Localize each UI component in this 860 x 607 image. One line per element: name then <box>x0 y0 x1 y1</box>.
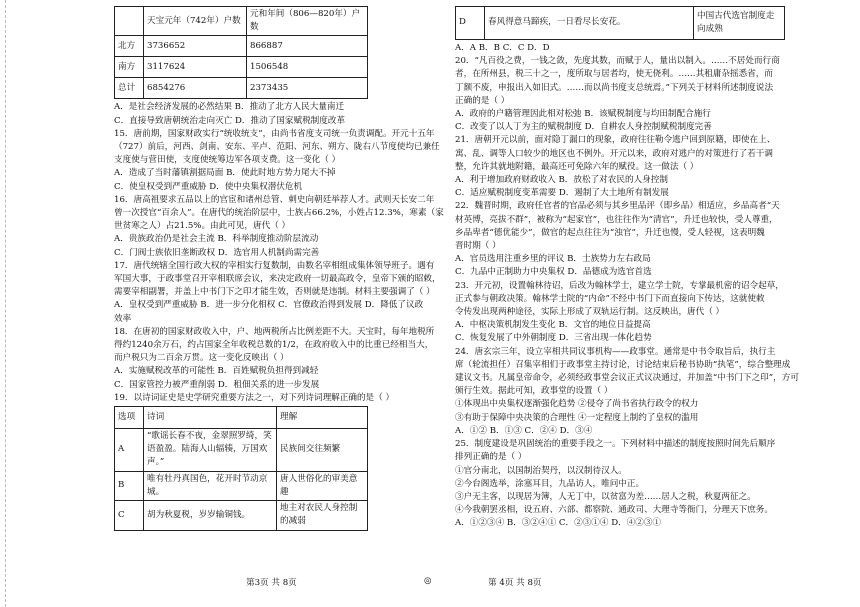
table-cell: 1506548 <box>247 57 368 78</box>
table-cell: 866887 <box>247 36 368 57</box>
text-line: ②今台阁选举，涂塞耳目，九品访人，唯问中正。 <box>455 478 645 489</box>
text-line: 曾一次授官“百余人”。在唐代的统治阶层中，士族占66.2%，小姓占12.3%，寒素（家 <box>114 208 444 219</box>
binding-margin-rule <box>5 0 7 607</box>
text-line: 21．唐朝开元以前，面对隐丁漏口的现象，政府往往勒令逃户回到原籍，即使在上、 <box>455 135 776 146</box>
poem-options-table <box>114 406 368 530</box>
text-line: 17．唐代统辖全国行政大权的宰相实行复数制，由数名宰相组成集体领导班子。遇有 <box>114 260 435 271</box>
text-line: C．改变了以人丁为主的赋税制度 D．自耕农人身控制赋税制度完善 <box>455 122 712 133</box>
table-row <box>115 57 368 78</box>
text-line: 颁行生效。据此可知，政事堂的设置（ ） <box>455 386 613 397</box>
text-line: ③有助于保障中央决策的合理性 ④一定程度上制约了皇权的滥用 <box>455 412 699 423</box>
text-line: A．官员选用注重乡里的评议 B．士族势力左右政局 <box>455 254 651 265</box>
text-line: ①官分南北，以国制治契丹，以汉制待汉人。 <box>455 465 627 476</box>
text-line: C．使皇权受到严重威胁 D．使中央集权潜伏危机 <box>114 181 303 192</box>
table-header-cell: 天宝元年（742年）户数 <box>144 7 247 36</box>
table-header-row <box>115 7 368 36</box>
table-header-cell <box>115 7 144 36</box>
text-line: C．国家管控力被严重削弱 D．租佃关系的进一步发展 <box>114 379 320 390</box>
text-line: 23．开元初，设置翰林待诏，后改为翰林学士，建立学士院，专掌最机密的诏令起草， <box>455 280 784 291</box>
table-cell: 北方 <box>115 36 144 57</box>
table-cell: A <box>115 429 144 472</box>
right-page <box>455 6 799 531</box>
table-cell: 唐人世俗化的审美意趣 <box>277 471 368 500</box>
text-line: 建议文书。凡属皇帝命令，必须经政事堂会议正式议决通过，并加盖“中书门下之印”，方可 <box>455 373 799 384</box>
poem-option-d-table <box>455 6 785 40</box>
table-header-cell: 理解 <box>277 407 368 429</box>
text-line: （727）前后，河西、剑南、安东、平卢、范阳、河东、朔方、陇右八节度使均已兼任 <box>114 142 440 153</box>
text-line: 军国大事，于政事堂召开宰相联席会议，来决定政府一切最高政令，皇帝下颁的昭敕， <box>114 274 441 285</box>
text-line: 15．唐前期，国家财政实行“统收统支”，由尚书省度支司统一负责调配。开元十五年 <box>114 128 435 139</box>
text-line: C．恢复发展了中外朝制度 D．三省出现一体化趋势 <box>455 333 652 344</box>
text-line: A．是社会经济发展的必然结果 B．推动了北方人民大量南迁 <box>114 102 345 113</box>
table-cell: B <box>115 471 144 500</box>
household-table <box>114 6 368 99</box>
text-line: ③户无主客，以现居为簿，人无丁中，以贫富为差……居人之税，秋夏两征之。 <box>455 491 756 502</box>
text-line: 得约1240余万石，约占国家全年收税总数的1/2，在政府收入中的比重已经相当大， <box>114 340 434 351</box>
text-line: 24．唐玄宗三年，设立宰相共同议事机构——政事堂。通常是中书令取旨后，执行主 <box>455 346 776 357</box>
text-line: 席（轮流担任）召集宰相们于政事堂主持讨论，讨论结束后秘书协助“执笔”，综合整理成 <box>455 359 791 370</box>
text-line: 效率 <box>114 313 132 324</box>
table-cell: 2373435 <box>247 78 368 99</box>
table-header-cell: 元和年间（806—820年）户数 <box>247 7 368 36</box>
text-line: A．贵族政治仍是社会主流 B．科举制度推动阶层流动 <box>114 234 319 245</box>
text-line: C．门阀士族依旧垄断政权 D．选官用人机制尚需完善 <box>114 247 320 258</box>
text-line: 25．制度建设是巩固统治的重要手段之一。下列材料中描述的制度按照时间先后顺序 <box>455 439 776 450</box>
table-row <box>115 78 368 99</box>
table-cell: 中国古代选官制度走向成熟 <box>694 7 785 40</box>
text-line: C．适应赋税制度变革需要 D．遏制了大土地所有制发展 <box>455 188 669 199</box>
table-cell: 唯有牡丹真国色，花开时节动京城。 <box>144 471 277 500</box>
table-row <box>115 429 368 472</box>
table-row <box>115 36 368 57</box>
table-header-cell: 选项 <box>115 407 144 429</box>
text-line: A．造成了当时藩镇割据局面 B．使此时地方势力尾大不掉 <box>114 168 336 179</box>
text-line: 晋时期（ ） <box>455 241 501 252</box>
text-line: 乡品卑者“德优能少”，做官的起点往往为“浊官”，升迁也慢，受人轻视，这表明魏 <box>455 227 765 238</box>
text-line: C．九品中正制助力中央集权 D．品德成为选官首选 <box>455 267 652 278</box>
text-line: 22．魏晋时期，政府任官者的官品必须与其乡里品评（即乡品）相适应，乡品高者“天 <box>455 201 780 212</box>
left-page-footer: 第3页 共 8页 <box>246 578 297 588</box>
text-line: 世贫寒之人）占21.5%。由此可见，唐代（ ） <box>114 221 291 232</box>
text-line: 整，允许其就地附籍，最高还可免除六年的赋役。这一做法（ ） <box>455 161 699 172</box>
right-page-footer: 第 4页 共 8页 <box>488 578 542 588</box>
table-cell: 3736652 <box>144 36 247 57</box>
text-line: 排列正确的是（ ） <box>455 452 527 463</box>
table-header-cell: 诗词 <box>144 407 277 429</box>
table-cell: 总计 <box>115 78 144 99</box>
text-line: A．政府的户籍管理因此相对松弛 B．该赋税制度与均田制配合施行 <box>455 109 711 120</box>
text-line: A．皇权受到严重威胁 B．进一步分化相权 C．官僚政治得到发展 D．降低了议政 <box>114 300 424 311</box>
table-cell: 3117624 <box>144 57 247 78</box>
text-line: 18．在唐初的国家财政收入中，户、地两税所占比例差距不大。天宝时，每年地税所 <box>114 326 435 337</box>
left-page <box>114 6 444 531</box>
table-cell: 6854276 <box>144 78 247 99</box>
table-row <box>456 7 785 40</box>
text-line: 需要宰相副署，并盖上中书门下之印才能生效，否则就是违制。材料主要强调了（ ） <box>114 287 435 298</box>
text-line: ④今我朝罢丞相，设五府、六部、都察院、通政司、大理寺等衙门，分理天下庶务。 <box>455 505 773 516</box>
table-cell: 地主对农民人身控制的减弱 <box>277 501 368 530</box>
text-line: 20．“凡百役之费，一钱之敛，先度其数，而赋于人，量出以制入。……不居处而行商 <box>455 56 780 67</box>
text-line: 正确的是（ ） <box>455 95 510 106</box>
text-line: 令传发出现两种途径，实际上形成了双轨运行制。这反映出，唐代（ ） <box>455 307 725 318</box>
table-cell: 民族间交往频繁 <box>277 429 368 472</box>
table-cell: 胡为秋夏税，岁岁输铜钱。 <box>144 501 277 530</box>
table-row <box>115 501 368 530</box>
text-line: 支度使与营田使，支度使统筹边军各项支费。这一变化（ ） <box>114 155 341 166</box>
text-line: A．①②③④ B．③②④① C．②③①④ D．④②③① <box>455 518 662 529</box>
table-cell: 南方 <box>115 57 144 78</box>
table-cell: C <box>115 501 144 530</box>
text-line: 丁额不废，申报出入如旧式。……而以尚书度支总统焉。”下列关于材料所述制度说法 <box>455 82 774 93</box>
text-line: A．中枢决策机制发生变化 B．文官的地位日益提高 <box>455 320 651 331</box>
text-line: C．直接导致唐朝统治走向灭亡 D．推动了国家赋税制度改革 <box>114 115 346 126</box>
text-line: ①体现出中央集权逐渐强化趋势 ②侵夺了尚书省执行政令的权力 <box>455 399 699 410</box>
right-question-text <box>455 42 799 531</box>
table-cell: “歌谣长春不夜，金翠照罗绮，笑语盈盈。陆海人山辐辏，万国欢声。” <box>144 429 277 472</box>
text-line: A．利于增加政府财政收入 B．放松了对农民的人身控制 <box>455 175 668 186</box>
table-row <box>115 471 368 500</box>
center-binding-mark: ◎ <box>424 576 432 586</box>
text-line: 正式参与朝政决策。翰林学士院的“内命”不经中书门下而直接向下传达，这就使敕 <box>455 293 765 304</box>
table-header-row <box>115 407 368 429</box>
text-line: 16．唐高祖要求五品以上的官宦和诸州总管、刺史向朝廷举荐人才。武则天长安二年 <box>114 194 435 205</box>
text-line: 寓、乱、调等人口较少的地区也不例外。开元以来，政府对逃户的对策进行了若干调 <box>455 148 773 159</box>
text-line: 19．以诗词证史是史学研究重要方法之一，对下列诗词理解正确的是（ ） <box>114 392 395 403</box>
text-line: A．①② B．①③ C．②④ D．③④ <box>455 425 593 436</box>
table-cell: D <box>456 7 485 40</box>
text-line: 而户税只为二百余万贯。这一变化反映出（ ） <box>114 353 289 364</box>
text-line: 材英博，亮拔不群”，被称为“起家官”，也往往作为“清官”，升迁也较快，受人尊重， <box>455 214 778 225</box>
text-line: A．实施赋税改革的可能性 B．百姓赋税负担得到减轻 <box>114 366 319 377</box>
table-cell: 春风得意马蹄疾，一日看尽长安花。 <box>485 7 694 40</box>
text-line: 者，在所州县，税三十之一，度所取与居者均，使无侥利。……其租庸杂摇悉省，而 <box>455 69 773 80</box>
left-question-text <box>114 101 444 405</box>
text-line: A．A B．B C．C D．D <box>455 43 550 53</box>
